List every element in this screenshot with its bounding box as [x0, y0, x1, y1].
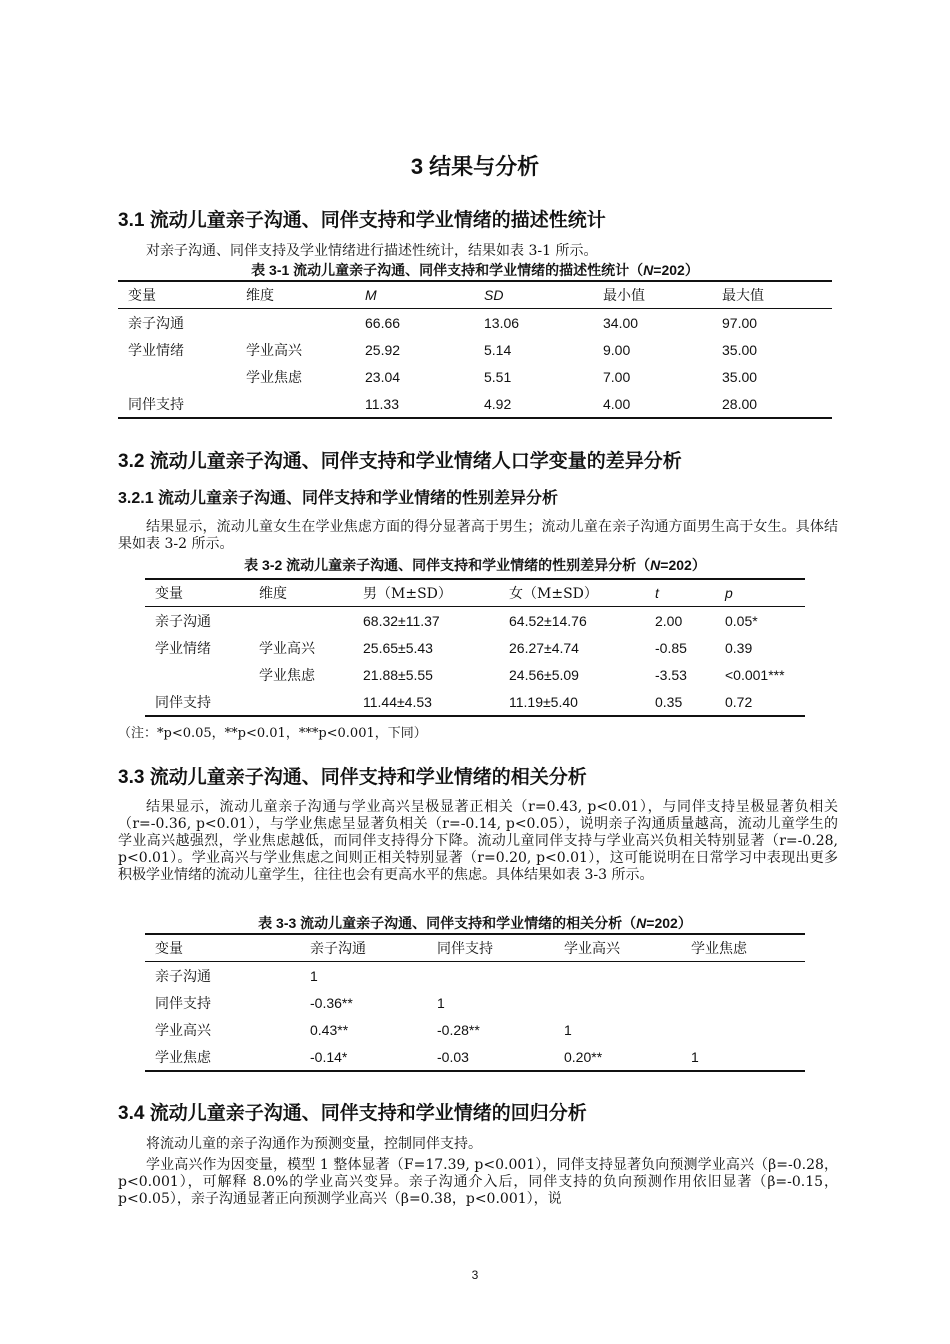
- table-header-cell: 最小值: [593, 281, 712, 309]
- table-cell: -0.14*: [300, 1043, 427, 1071]
- section-3-4-paragraph-1: 将流动儿童的亲子沟通作为预测变量，控制同伴支持。: [146, 1136, 482, 1152]
- caption-suffix: =202）: [660, 557, 706, 573]
- table-header-cell: 学业高兴: [554, 934, 681, 962]
- table-header-cell: 变量: [118, 281, 236, 309]
- section-3-4-title: 3.4 流动儿童亲子沟通、同伴支持和学业情绪的回归分析: [118, 1103, 587, 1124]
- caption-suffix: =202）: [653, 262, 699, 278]
- table-cell: 1: [437, 994, 445, 1011]
- table-row: [118, 363, 832, 390]
- table-header-cell: 变量: [145, 934, 300, 962]
- table-header-cell: 男（M±SD）: [353, 579, 499, 607]
- table-cell: 同伴支持: [145, 688, 249, 716]
- table-cell: 0.43**: [310, 1021, 349, 1038]
- table-header-row: [145, 579, 805, 607]
- table-header-cell: M: [355, 281, 474, 309]
- table-cell: 1: [310, 967, 318, 984]
- table-cell: 学业情绪: [155, 640, 211, 657]
- table-cell: 1: [564, 1021, 572, 1038]
- table-cell: 学业高兴: [246, 342, 302, 359]
- table-header-cell: 同伴支持: [427, 934, 554, 962]
- table-cell: -0.03: [427, 1043, 554, 1071]
- table-cell: 35.00: [722, 368, 758, 385]
- table-cell: 13.06: [484, 314, 520, 331]
- table-cell: 亲子沟通: [155, 968, 211, 985]
- section-3-1-title: 3.1 流动儿童亲子沟通、同伴支持和学业情绪的描述性统计: [118, 210, 606, 231]
- caption-prefix: 表 3-3 流动儿童亲子沟通、同伴支持和学业情绪的相关分析（: [258, 915, 637, 931]
- table-cell: [236, 309, 355, 337]
- section-3-3-title: 3.3 流动儿童亲子沟通、同伴支持和学业情绪的相关分析: [118, 767, 587, 788]
- table-cell: [681, 962, 805, 990]
- table-cell: 66.66: [365, 314, 401, 331]
- table-cell: 5.51: [484, 368, 512, 385]
- table-cell: 34.00: [603, 314, 639, 331]
- table-cell: [236, 390, 355, 418]
- table-cell: -0.36**: [310, 994, 353, 1011]
- table-row: [145, 607, 805, 635]
- table-cell: [681, 989, 805, 1016]
- table-cell: 25.65±5.43: [363, 639, 433, 656]
- table-row: [118, 336, 832, 363]
- table-cell: 23.04: [365, 368, 401, 385]
- table-cell: 25.92: [365, 341, 401, 358]
- section-3-2-1-title: 3.2.1 流动儿童亲子沟通、同伴支持和学业情绪的性别差异分析: [118, 490, 559, 507]
- table-cell: 9.00: [603, 341, 631, 358]
- table-cell: 0.39: [725, 639, 753, 656]
- table-cell: <0.001***: [725, 666, 785, 683]
- table-cell: 11.19±5.40: [499, 688, 645, 716]
- table-cell: 0.05*: [725, 612, 758, 629]
- table-cell: 同伴支持: [155, 995, 211, 1012]
- table-cell: 68.32±11.37: [363, 612, 440, 629]
- table-row: [118, 309, 832, 337]
- table-cell: 2.00: [655, 612, 683, 629]
- table-header-cell: 维度: [249, 579, 353, 607]
- table-cell: [554, 989, 681, 1016]
- table-cell: 64.52±14.76: [509, 612, 587, 629]
- table-cell: 7.00: [603, 368, 631, 385]
- table-cell: 35.00: [722, 341, 758, 358]
- table-3-1-caption: [118, 262, 832, 278]
- caption-prefix: 表 3-2 流动儿童亲子沟通、同伴支持和学业情绪的性别差异分析（: [244, 557, 651, 573]
- table-3-2: [145, 578, 805, 717]
- table-3-3-caption: [145, 915, 805, 931]
- caption-n: N: [643, 262, 654, 278]
- significance-note: （注：*p<0.05，**p<0.01，***p<0.001，下同）: [118, 726, 427, 741]
- table-cell: -3.53: [655, 666, 687, 683]
- table-cell: 同伴支持: [118, 390, 236, 418]
- table-cell: 学业情绪: [128, 342, 184, 359]
- table-3-3: [145, 933, 805, 1072]
- table-header-row: [118, 281, 832, 309]
- table-cell: 学业焦虑: [246, 369, 302, 386]
- table-row: [145, 1016, 805, 1043]
- table-cell: 4.00: [593, 390, 712, 418]
- table-header-cell: 亲子沟通: [300, 934, 427, 962]
- page-number: 3: [471, 1268, 479, 1282]
- table-row: [145, 962, 805, 990]
- table-cell: -0.85: [655, 639, 687, 656]
- chapter-title: 3 结果与分析: [410, 154, 540, 179]
- table-cell: 28.00: [712, 390, 832, 418]
- section-3-2-paragraph: 结果显示，流动儿童女生在学业焦虑方面的得分显著高于男生；流动儿童在亲子沟通方面男生高于女生。具体结果如表 3-2 所示。: [118, 519, 838, 552]
- table-header-cell: 学业焦虑: [681, 934, 805, 962]
- table-header-cell: 最大值: [712, 281, 832, 309]
- table-cell: 1: [681, 1043, 805, 1071]
- table-cell: [554, 962, 681, 990]
- section-3-1-intro: 对亲子沟通、同伴支持及学业情绪进行描述性统计，结果如表 3-1 所示。: [146, 243, 598, 259]
- table-cell: 亲子沟通: [128, 315, 184, 332]
- table-row: [145, 1043, 805, 1071]
- caption-prefix: 表 3-1 流动儿童亲子沟通、同伴支持和学业情绪的描述性统计（: [251, 262, 644, 278]
- table-cell: [145, 661, 249, 688]
- table-cell: 97.00: [722, 314, 758, 331]
- table-cell: 0.72: [715, 688, 805, 716]
- table-header-row: [145, 934, 805, 962]
- table-cell: [249, 688, 353, 716]
- table-header-cell: SD: [474, 281, 593, 309]
- table-cell: 0.20**: [554, 1043, 681, 1071]
- table-cell: 11.33: [355, 390, 474, 418]
- table-cell: 学业高兴: [259, 640, 315, 657]
- table-cell: -0.28**: [437, 1021, 480, 1038]
- table-cell: [681, 1016, 805, 1043]
- caption-n: N: [650, 557, 661, 573]
- table-cell: 亲子沟通: [155, 613, 211, 630]
- section-3-4-paragraph-2: 学业高兴作为因变量，模型 1 整体显著（F=17.39, p<0.001），同伴支持显著负向预测学业高兴（β=-0.28，p<0.001），可解释 8.0%的学业高兴变异。亲子沟通介入后，同伴支持的负向预测作用依旧显著（β=-0.15，p<0.05），亲子沟通显著正向预测学业高兴（β=0.38，p<0.001），说: [118, 1157, 838, 1207]
- table-header-cell: t: [645, 579, 715, 607]
- table-cell: [118, 363, 236, 390]
- table-row: [145, 634, 805, 661]
- table-cell: 24.56±5.09: [509, 666, 579, 683]
- table-cell: 学业高兴: [155, 1022, 211, 1039]
- table-3-2-caption: [145, 557, 805, 573]
- table-cell: 4.92: [474, 390, 593, 418]
- table-cell: [249, 607, 353, 635]
- table-row: [145, 661, 805, 688]
- table-header-cell: 变量: [145, 579, 249, 607]
- table-3-1: [118, 280, 832, 419]
- table-cell: 5.14: [484, 341, 512, 358]
- section-3-2-title: 3.2 流动儿童亲子沟通、同伴支持和学业情绪人口学变量的差异分析: [118, 451, 682, 472]
- table-cell: 11.44±4.53: [353, 688, 499, 716]
- table-cell: 学业焦虑: [145, 1043, 300, 1071]
- table-row: [145, 688, 805, 716]
- caption-n: N: [636, 915, 647, 931]
- table-row: [145, 989, 805, 1016]
- caption-suffix: =202）: [646, 915, 692, 931]
- table-cell: [427, 962, 554, 990]
- table-cell: 0.35: [645, 688, 715, 716]
- table-header-cell: 女（M±SD）: [499, 579, 645, 607]
- table-row: [118, 390, 832, 418]
- table-cell: 21.88±5.55: [363, 666, 433, 683]
- table-header-cell: p: [715, 579, 805, 607]
- table-cell: 26.27±4.74: [509, 639, 579, 656]
- section-3-3-paragraph: 结果显示，流动儿童亲子沟通与学业高兴呈极显著正相关（r=0.43, p<0.01），与同伴支持呈极显著负相关（r=-0.36, p<0.01），与学业焦虑呈显著负相关（r=-0.14, p<0.05），说明亲子沟通质量越高，流动儿童学生的学业高兴越强烈，学业焦虑越低，而同伴支持得分下降。流动儿童同伴支持与学业高兴负相关特别显著（r=-0.28, p<0.01）。学业高兴与学业焦虑之间则正相关特别显著（r=0.20, p<0.01），这可能说明在日常学习中表现出更多积极学业情绪的流动儿童学生，往往也会有更高水平的焦虑。具体结果如表 3-3 所示。: [118, 799, 838, 883]
- table-header-cell: 维度: [236, 281, 355, 309]
- table-cell: 学业焦虑: [259, 667, 315, 684]
